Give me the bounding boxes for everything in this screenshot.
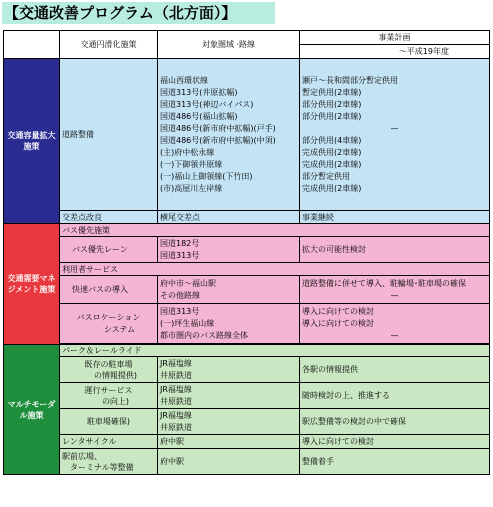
service-up-target: JR福塩線 (160, 384, 192, 394)
rent-cycle-plan: 導入に向けての検討 (300, 435, 490, 449)
existing-parking-label-1: 既存の駐車場 (84, 359, 133, 369)
rent-cycle-target: 府中駅 (158, 435, 300, 449)
fast-bus-row (4, 276, 490, 304)
bus-lane-target: 国道313号 (160, 250, 200, 260)
bus-lane-plan: 拡大の可能性検討 (300, 237, 490, 263)
fast-bus-target: 府中市～福山駅 (160, 278, 216, 288)
service-up-targets (158, 383, 300, 409)
existing-parking-label-2: の情報提供) (93, 370, 138, 380)
header-policy: 交通円滑化施策 (60, 31, 158, 59)
fast-bus-targets (158, 276, 300, 304)
road-target: 国道313号(井原拡幅) (160, 87, 238, 97)
bus-location-plan: — (390, 330, 399, 340)
fast-bus-plan: — (390, 290, 399, 300)
station-plaza-plan: 整備着手 (300, 449, 490, 475)
service-up-label-2: の向上) (101, 396, 130, 406)
road-plans (300, 59, 490, 211)
policy-station-plaza (60, 449, 158, 475)
bus-priority-row (4, 224, 490, 237)
service-up-row (4, 383, 490, 409)
policy-fast-bus: 快速バスの導入 (60, 276, 158, 304)
header-empty (4, 31, 60, 59)
bus-lane-target: 国道182号 (160, 238, 200, 248)
subheader-user-service: 利用者サービス (60, 263, 490, 276)
bus-location-row (4, 304, 490, 344)
bus-location-plan: 導入に向けての検討 (302, 306, 374, 316)
existing-parking-plan: 各駅の情報提供 (300, 357, 490, 383)
existing-parking-target: 井原鉄道 (160, 370, 192, 380)
road-target: (市)高屋川左岸線 (160, 183, 223, 193)
intersection-target: 横尾交差点 (158, 211, 300, 224)
road-target: 福山西環状線 (160, 75, 208, 85)
bus-location-target: 国道313号 (160, 306, 200, 316)
road-plan: 瀬戸～長和間部分暫定供用 (302, 75, 398, 85)
road-plan: 部分供用(2車線) (302, 99, 362, 109)
fast-bus-plans (300, 276, 490, 304)
road-target: 国道486号(新市府中拡幅)(中須) (160, 135, 276, 145)
category-multimodal: マルチモーダル施策 (4, 345, 60, 475)
road-plan: 部分暫定供用 (302, 171, 350, 181)
bus-location-plan: 導入に向けての検討 (302, 318, 374, 328)
bus-location-plans (300, 304, 490, 344)
road-plan: 部分供用(4車線) (302, 135, 362, 145)
road-plan: 完成供用(2車線) (302, 183, 362, 193)
service-up-label-1: 運行サービス (84, 385, 133, 395)
header-row (4, 31, 490, 59)
station-plaza-label-1: 駅前広場、 (62, 451, 102, 461)
road-plan: 部分供用(2車線) (302, 111, 362, 121)
road-plan: 暫定供用(2車線) (302, 87, 362, 97)
bus-lane-targets (158, 237, 300, 263)
policy-road: 道路整備 (60, 59, 158, 211)
intersection-plan: 事業継続 (300, 211, 490, 224)
policy-service-up (60, 383, 158, 409)
bus-location-target: (一)坪生福山線 (160, 318, 215, 328)
road-target: (一)下御領井原線 (160, 159, 223, 169)
header-plan-title: 事業計画 (300, 31, 489, 45)
bus-location-label-2: システム (103, 324, 136, 334)
bus-location-target: 都市圏内のバス路線全体 (160, 330, 248, 340)
road-target: (一)福山上御領線(下竹田) (160, 171, 253, 181)
road-plan: 完成供用(2車線) (302, 147, 362, 157)
road-target: (主)府中松永線 (160, 147, 215, 157)
policy-existing-parking (60, 357, 158, 383)
category-capacity: 交通容量拡大施策 (4, 59, 60, 224)
existing-parking-targets (158, 357, 300, 383)
policy-intersection: 交差点改良 (60, 211, 158, 224)
road-target: 国道313号(神辺バイパス) (160, 99, 254, 109)
parking-secure-row (4, 409, 490, 435)
road-row (4, 59, 490, 211)
header-target: 対象圏域 ·路線 (158, 31, 300, 59)
park-ride-row (4, 345, 490, 357)
station-plaza-target: 府中駅 (158, 449, 300, 475)
existing-parking-target: JR福塩線 (160, 358, 192, 368)
subheader-park-ride: パーク＆レールライド (60, 345, 490, 357)
parking-secure-target: JR福塩線 (160, 410, 192, 420)
parking-secure-targets (158, 409, 300, 435)
road-targets (158, 59, 300, 211)
policy-bus-location (60, 304, 158, 344)
program-table (3, 30, 490, 475)
parking-secure-target: 井原鉄道 (160, 422, 192, 432)
station-plaza-row (4, 449, 490, 475)
policy-rent-cycle: レンタサイクル (60, 435, 158, 449)
road-target: 国道486号(新市府中拡幅)(戸手) (160, 123, 276, 133)
fast-bus-target: その他路線 (160, 290, 200, 300)
page-title: 【交通改善プログラム（北方面）】 (2, 2, 275, 24)
rent-cycle-row (4, 435, 490, 449)
service-up-target: 井原鉄道 (160, 396, 192, 406)
policy-parking-secure: 駐車場確保) (60, 409, 158, 435)
parking-secure-plan: 駅広整備等の検討の中で確保 (300, 409, 490, 435)
header-plan (300, 31, 490, 59)
service-up-plan: 随時検討の上、推進する (300, 383, 490, 409)
road-plan: 完成供用(2車線) (302, 159, 362, 169)
road-target: 国道486号(福山拡幅) (160, 111, 238, 121)
header-plan-period: ～平成19年度 (398, 47, 449, 56)
existing-parking-row (4, 357, 490, 383)
bus-lane-row (4, 237, 490, 263)
bus-location-label-1: バスロケーション (76, 312, 141, 322)
category-demand: 交通需要マネジメント施策 (4, 224, 60, 345)
subheader-bus-priority: バス優先施策 (60, 224, 490, 237)
fast-bus-plan: 道路整備に併せて導入、駐輪場･駐車場の確保 (302, 278, 466, 288)
user-service-row (4, 263, 490, 276)
road-plan: — (390, 123, 399, 133)
bus-location-targets (158, 304, 300, 344)
intersection-row (4, 211, 490, 224)
station-plaza-label-2: ターミナル等整備 (70, 462, 134, 472)
policy-bus-lane: バス優先レーン (60, 237, 158, 263)
